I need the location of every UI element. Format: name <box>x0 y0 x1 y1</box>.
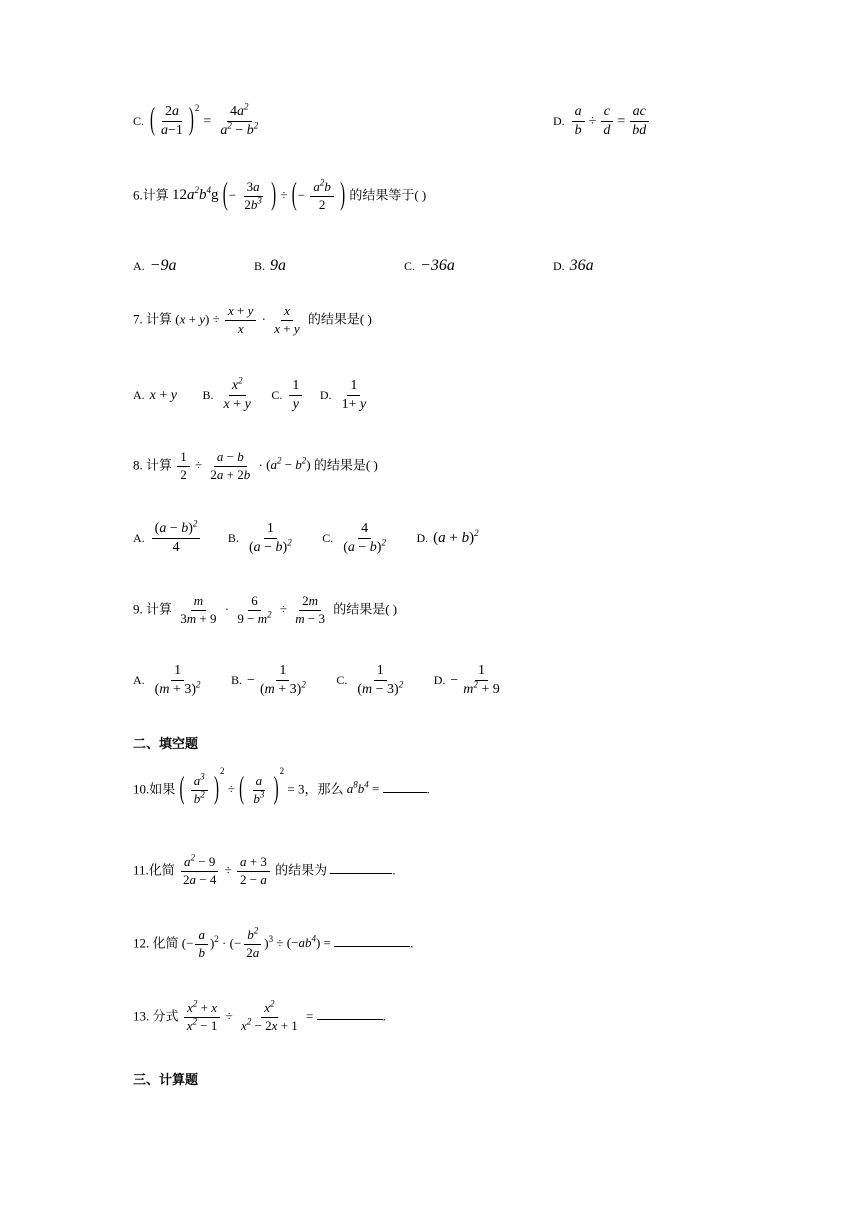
q8-options <box>133 518 860 556</box>
q5-option-d: D. $\frac{a}{b}$ ÷ $\frac{c}{d}$ = $\frac{ac}{bd}$ <box>553 104 651 139</box>
q9-options <box>133 663 860 698</box>
q7-option-c[interactable]: C. $\frac{1}{y}$ <box>271 378 304 413</box>
q6-option-b[interactable]: B. 9a <box>254 257 287 274</box>
question-6: 6.计算 $12a^2b^4g$ (− $\frac{3a}{2b^3}$ ) ÷ (− $\frac{a^2b}{2}$ ) 的结果等于( ) <box>133 177 427 213</box>
section-heading-fill-in: 二、填空题 <box>133 737 199 752</box>
question-8: 8. 计算 $\frac{1}{2}$ ÷ $\frac{a - b}{2a + 2b}$ · $(a^2 - b^2)$ 的结果是( ) <box>133 449 378 482</box>
question-7: 7. 计算 (x + y) ÷ $\frac{x + y}{x}$ · $\frac{x}{x + y}$ 的结果是( ) <box>133 303 372 336</box>
question-11: 11.化简 $\frac{a^2 - 9}{2a - 4}$ ÷ $\frac{a + 3}{2 - a}$ 的结果为 . <box>133 852 396 887</box>
q5-option-c: C. ( $\frac{2a}{a-1}$ ) $^2$ = $\frac{4a^2}{a^2 - b^2}$ <box>133 101 259 139</box>
q9-option-a[interactable]: A. $\frac{1}{(m + 3)^2}$ <box>133 663 201 698</box>
q8-option-a[interactable]: A. $\frac{(a - b)^2}{4}$ <box>133 521 202 556</box>
q11-answer-blank[interactable] <box>330 873 392 874</box>
q6-option-a[interactable]: A. −9a <box>133 257 177 274</box>
q6-option-d[interactable]: D. 36a <box>553 257 594 274</box>
q10-answer-blank[interactable] <box>383 792 427 793</box>
q8-option-b[interactable]: B. $\frac{1}{(a - b)^2}$ <box>227 521 292 556</box>
question-12: 12. 化简 (− $\frac{a}{b}$ )$^2$ · (− $\frac{b^2}{2a}$ )$^3 \div (-ab^4)$ = . <box>133 925 414 960</box>
q7-option-b[interactable]: B. $\frac{x^2}{x + y}$ <box>202 375 251 413</box>
q7-option-d[interactable]: D. $\frac{1}{1+ y}$ <box>319 378 367 413</box>
section-heading-calculation: 三、计算题 <box>133 1073 199 1088</box>
q13-answer-blank[interactable] <box>317 1019 383 1020</box>
q7-option-a[interactable]: A. x + y <box>133 387 178 403</box>
question-9: 9. 计算 $\frac{m}{3m + 9}$ · $\frac{6}{9 - m^2}$ ÷ $\frac{2m}{m - 3}$ 的结果是( ) <box>133 593 398 626</box>
q7-options <box>133 375 860 413</box>
q8-option-d[interactable]: D. $(a + b)^2$ <box>416 528 479 547</box>
question-13: 13. 分式 $\frac{x^2 + x}{x^2 - 1}$ ÷ $\frac{x^2}{x^2 - 2x + 1}$ = . <box>133 998 386 1033</box>
question-10: 10.如果 ( $\frac{a^3}{b^2}$ )$^2$ ÷ ( $\frac{a}{b^3}$ )$^2$ = 3，那么 $a^8b^4$ = . <box>133 766 430 807</box>
q9-option-b[interactable]: B. − $\frac{1}{(m + 3)^2}$ <box>231 663 306 698</box>
q12-answer-blank[interactable] <box>334 946 410 947</box>
q9-option-d[interactable]: D. − $\frac{1}{m^2 + 9}$ <box>433 663 500 698</box>
q6-option-c[interactable]: C. −36a <box>404 257 455 274</box>
q8-option-c[interactable]: C. $\frac{4}{(a - b)^2}$ <box>322 521 386 556</box>
q9-option-c[interactable]: C. $\frac{1}{(m - 3)^2}$ <box>336 663 404 698</box>
